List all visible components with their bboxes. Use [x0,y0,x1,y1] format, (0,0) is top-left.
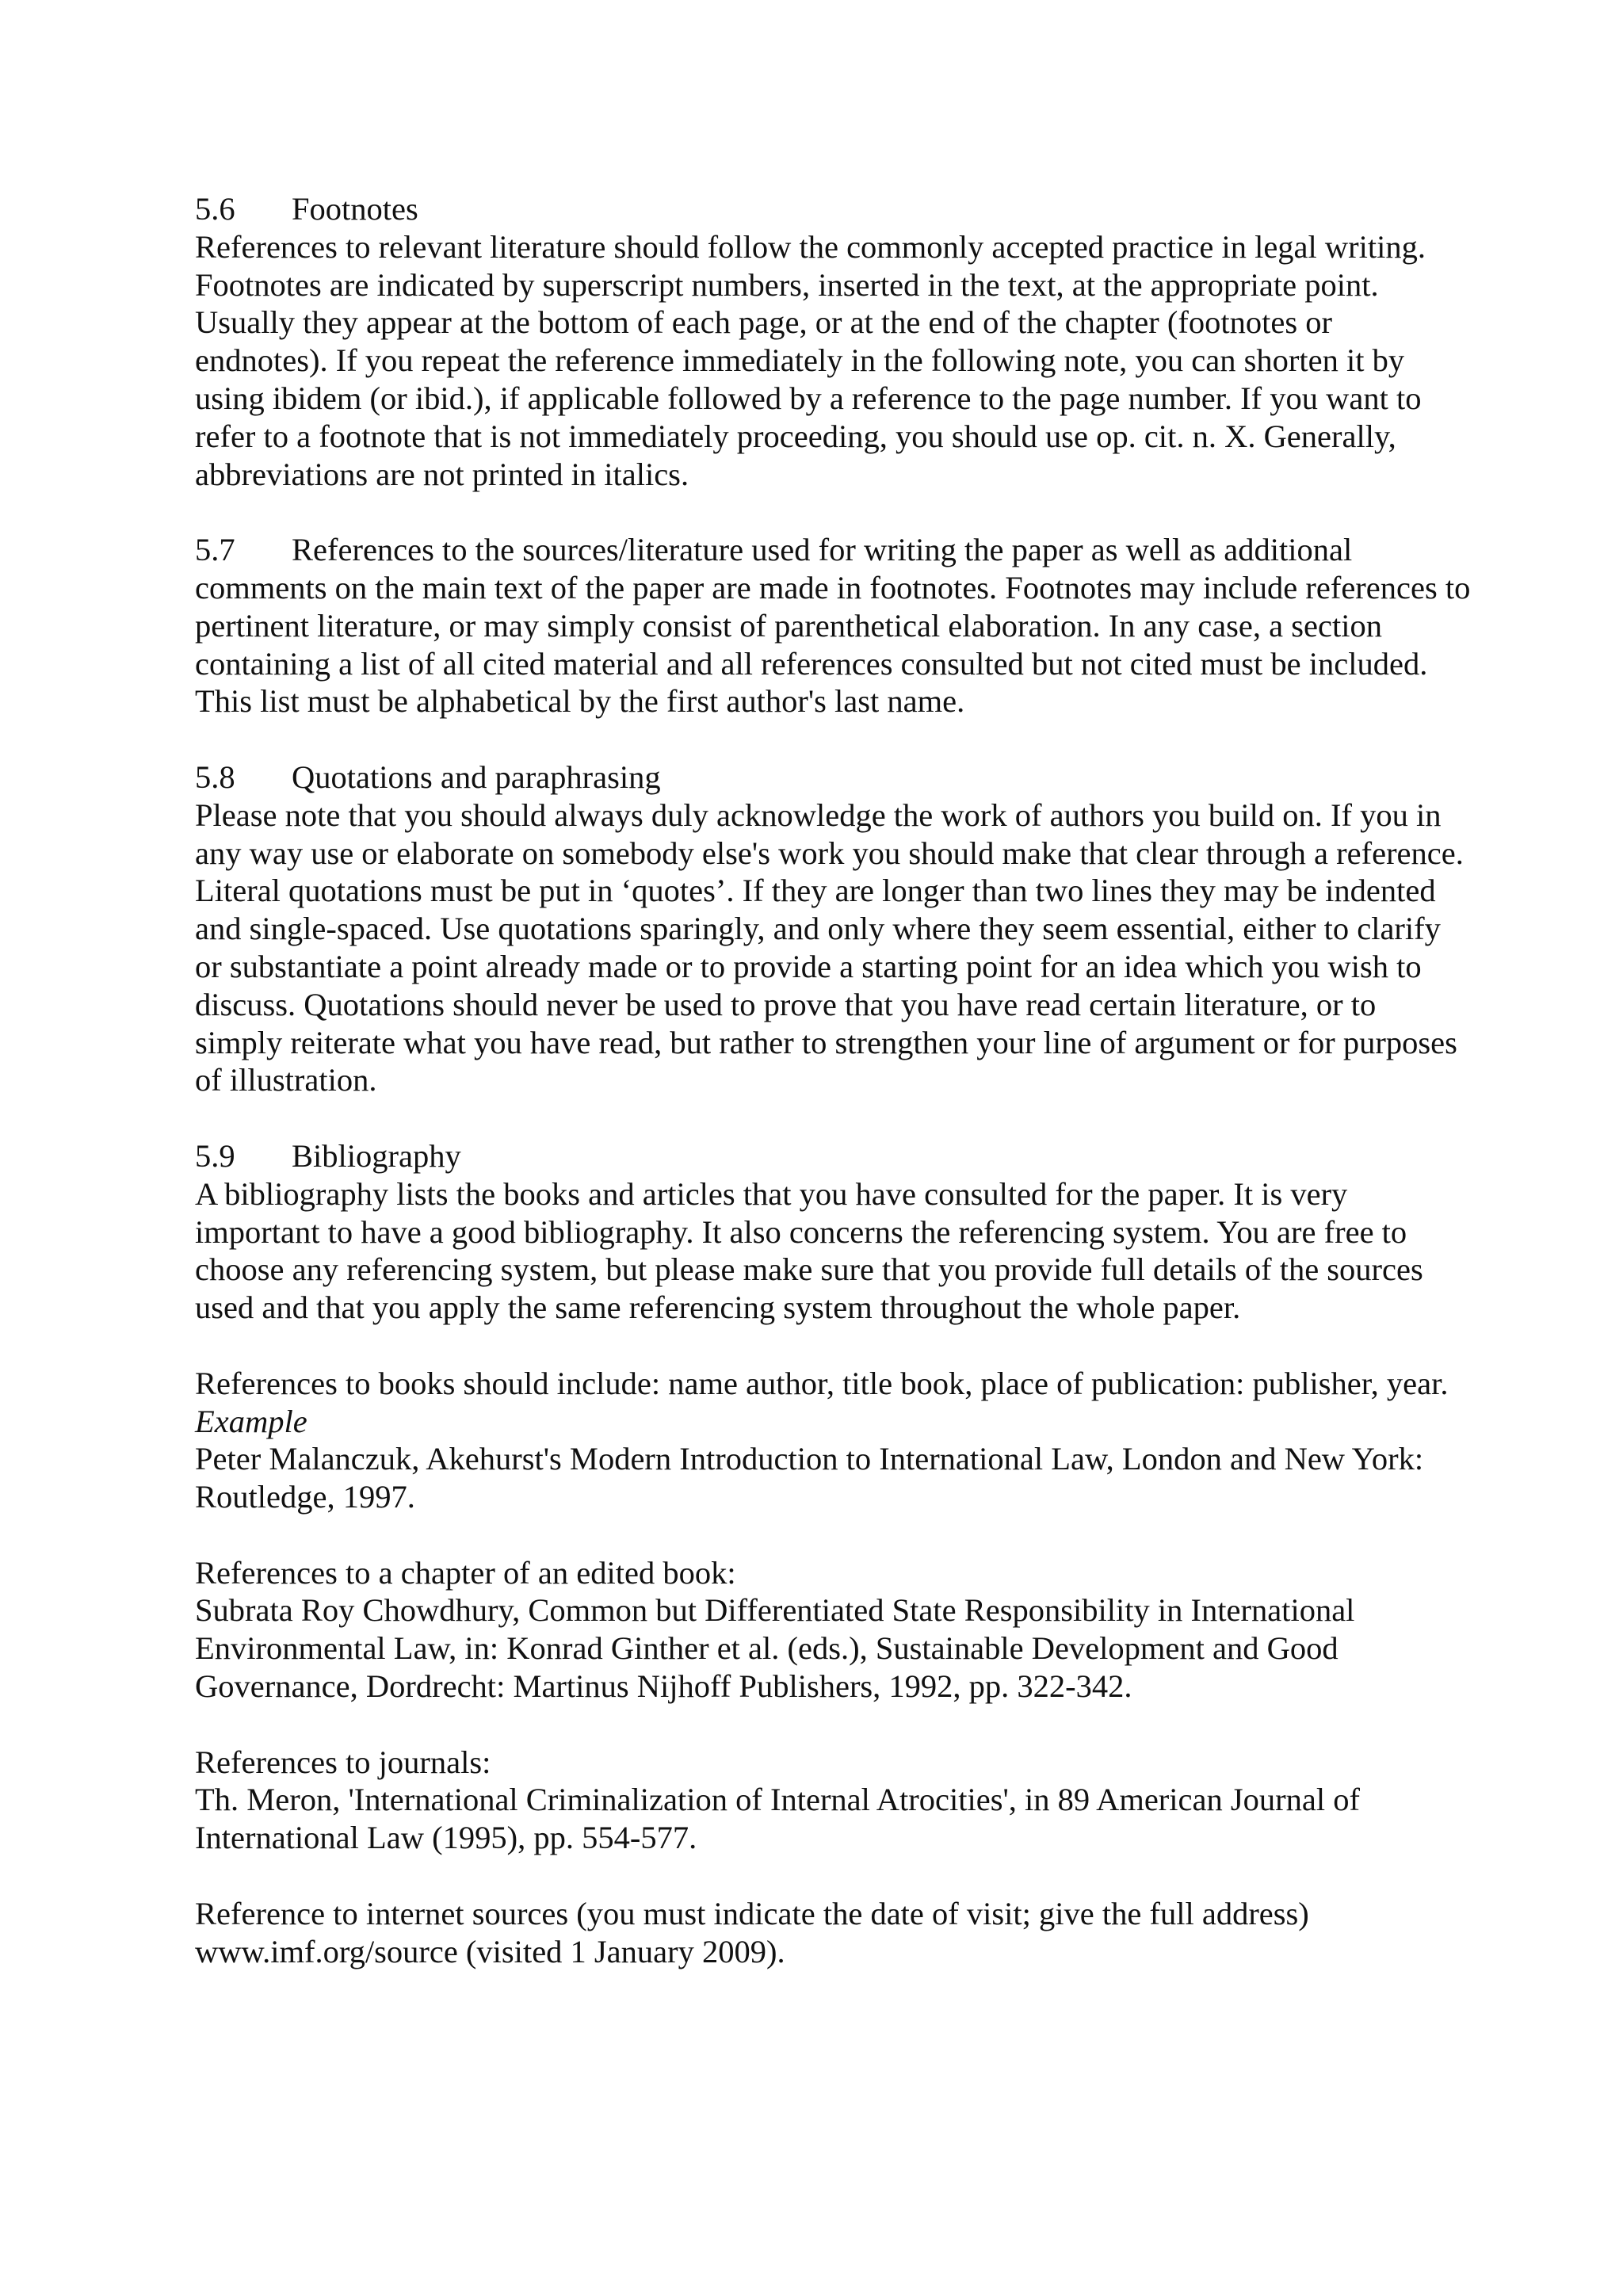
document-page [195,190,1471,1970]
books-example: Peter Malanczuk, Akehurst's Modern Introduction to International Law, London and New York: Routledge, 1997. [195,1441,1424,1515]
paragraph-gap [195,493,1471,531]
section-body-5-6: References to relevant literature should follow the commonly accepted practice in legal writing. Footnotes are indicated by superscript numbers, inserted in the text, at the appropriate point. Usually they appear at the bottom of each page, or at the end of the chapter (footnotes or endnotes). If you repeat the reference immediately in the following note, you can shorten it by using ibidem (or ibid.), if applicable followed by a reference to the page number. If you want to refer to a footnote that is not immediately proceeding, you should use op. cit. n. X. Generally, abbreviations are not printed in italics. [195,228,1426,492]
paragraph-gap [195,1857,1471,1895]
section-number: 5.6 [195,191,235,227]
example-label: Example [195,1403,307,1439]
chapter-intro: References to a chapter of an edited book: [195,1554,736,1591]
paragraph-gap [195,720,1471,758]
section-5-7 [195,531,1471,720]
section-heading-5-6 [195,190,1471,228]
paragraph-gap [195,1516,1471,1554]
books-intro: References to books should include: name author, title book, place of publication: publisher, year. [195,1365,1449,1401]
internet-intro: Reference to internet sources (you must indicate the date of visit; give the full address) [195,1895,1309,1931]
section-body-5-8: Please note that you should always duly acknowledge the work of authors you build on. If you in any way use or elaborate on somebody else's work you should make that clear through a reference. Literal quotations must be put in ‘quotes’. If they are longer than two lines they may be indented and single-spaced. Use quotations sparingly, and only where they seem essential, either to clarify or substantiate a point already made or to provide a starting point for an idea which you wish to discuss. Quotations should never be used to prove that you have read certain literature, or to simply reiterate what you have read, but rather to strengthen your line of argument or for purposes of illustration. [195,797,1464,1098]
section-number: 5.8 [195,758,235,795]
journals-intro: References to journals: [195,1744,491,1780]
section-heading-5-8 [195,758,1471,797]
section-body-5-9: A bibliography lists the books and articles that you have consulted for the paper. It is very important to have a good bibliography. It also concerns the referencing system. You are free to choose any referencing system, but please make sure that you provide full details of the sources used and that you apply the same referencing system throughout the whole paper. [195,1175,1423,1326]
paragraph-gap [195,1099,1471,1137]
section-number: 5.7 [195,532,235,568]
section-title: Bibliography [292,1137,461,1174]
paragraph-gap [195,1327,1471,1365]
section-title: Footnotes [292,191,418,227]
chapter-example: Subrata Roy Chowdhury, Common but Differentiated State Responsibility in International Environmental Law, in: Konrad Ginther et al. (eds.), Sustainable Development and Good Governance, Dordrecht: Martinus Nijhoff Publishers, 1992, pp. 322-342. [195,1592,1355,1705]
paragraph-gap [195,1706,1471,1744]
section-heading-5-9 [195,1137,1471,1175]
journals-example: Th. Meron, 'International Criminalization of Internal Atrocities', in 89 American Journal of International Law (1995), pp. 554-577. [195,1782,1360,1856]
section-title: Quotations and paraphrasing [292,758,661,795]
section-body-5-7: References to the sources/literature used for writing the paper as well as additional comments on the main text of the paper are made in footnotes. Footnotes may include references to pertinent literature, or may simply consist of parenthetical elaboration. In any case, a section containing a list of all cited material and all references consulted but not cited must be included. This list must be alphabetical by the first author's last name. [195,532,1471,720]
section-number: 5.9 [195,1137,235,1174]
internet-example: www.imf.org/source (visited 1 January 2009). [195,1933,785,1969]
